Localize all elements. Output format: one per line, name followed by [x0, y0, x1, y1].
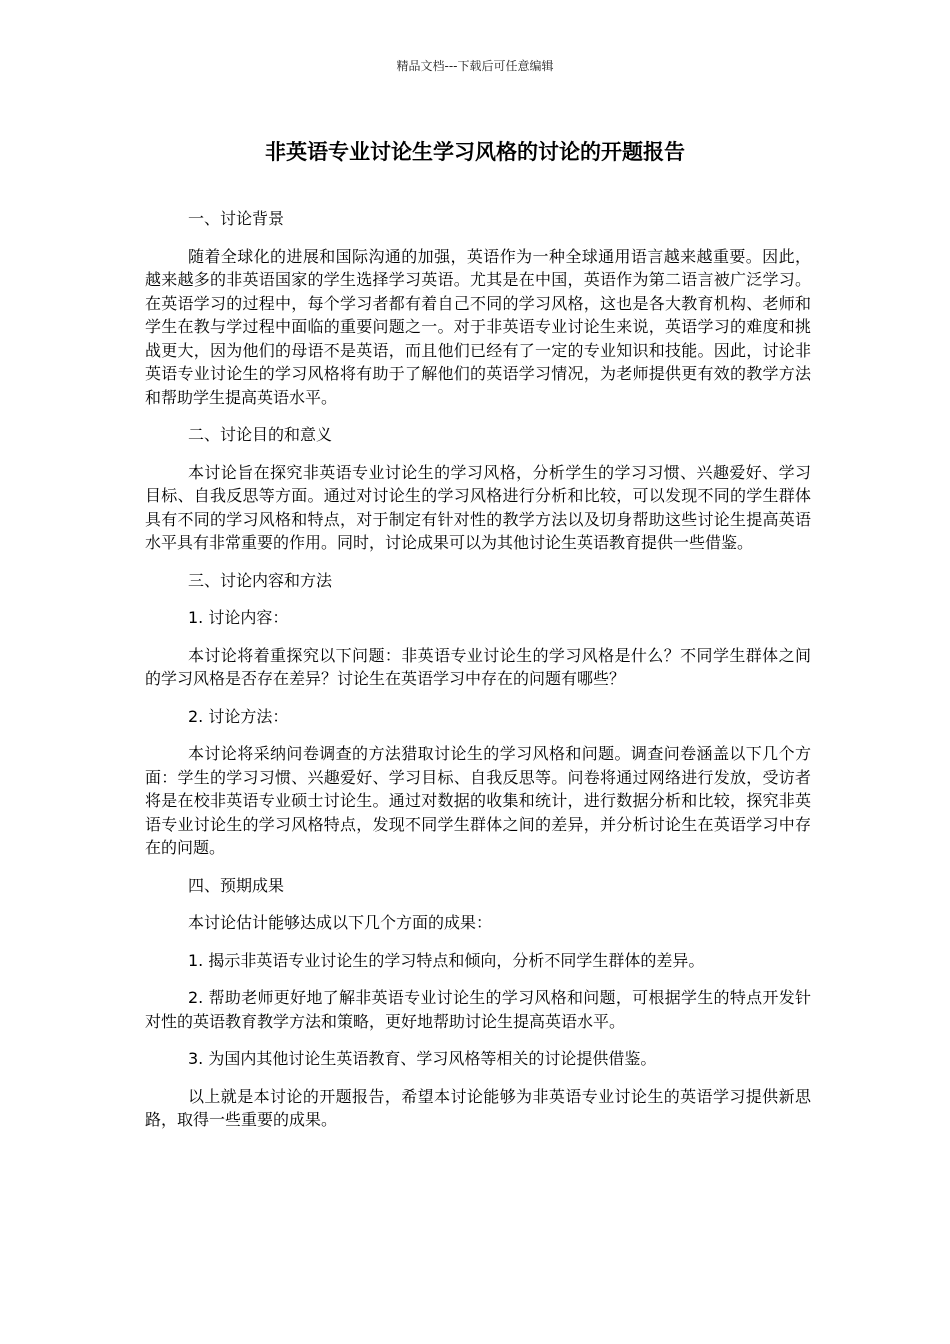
paragraph-content: 本讨论将着重探究以下问题：非英语专业讨论生的学习风格是什么？不同学生群体之间的学习风格是否存在差异？讨论生在英语学习中存在的问题有哪些？ — [145, 645, 811, 688]
paragraph-background: 随着全球化的进展和国际沟通的加强，英语作为一种全球通用语言越来越重要。因此，越来越多的非英语国家的学生选择学习英语。尤其是在中国，英语作为第二语言被广泛学习。在英语学习的过程中，每个学习者都有着自己不同的学习风格，这也是各大教育机构、老师和学生在教与学过程中面临的重要问题之一。对于非英语专业讨论生来说，英语学习的难度和挑战更大，因为他们的母语不是英语，而且他们已经有了一定的专业知识和技能。因此，讨论非英语专业讨论生的学习风格将有助于了解他们的英语学习情况，为老师提供更有效的教学方法和帮助学生提高英语水平。 — [145, 246, 811, 407]
list-item-outcome-1: 1. 揭示非英语专业讨论生的学习特点和倾向，分析不同学生群体的差异。 — [188, 950, 705, 970]
section-heading-purpose: 二、讨论目的和意义 — [188, 425, 333, 444]
section-heading-content-method: 三、讨论内容和方法 — [188, 570, 333, 590]
page-header-note: 精品文档---下载后可任意编辑 — [396, 59, 554, 73]
paragraph-outcomes-intro: 本讨论估计能够达成以下几个方面的成果： — [188, 913, 493, 932]
section-heading-outcomes: 四、预期成果 — [188, 875, 285, 895]
paragraph-method: 本讨论将采纳问卷调查的方法猎取讨论生的学习风格和问题。调查问卷涵盖以下几个方面：学生的学习习惯、兴趣爱好、学习目标、自我反思等。问卷将通过网络进行发放，受访者将是在校非英语专业硕士讨论生。通过对数据的收集和统计，进行数据分析和比较，探究非英语专业讨论生的学习风格特点，发现不同学生群体之间的差异，并分析讨论生在英语学习中存在的问题。 — [145, 744, 811, 857]
subheading-method: 2. 讨论方法： — [188, 706, 289, 726]
list-item-outcome-3: 3. 为国内其他讨论生英语教育、学习风格等相关的讨论提供借鉴。 — [188, 1049, 657, 1068]
document-body — [145, 207, 811, 1146]
section-heading-background: 一、讨论背景 — [188, 209, 285, 228]
document-title: 非英语专业讨论生学习风格的讨论的开题报告 — [265, 140, 685, 164]
list-item-outcome-2: 2. 帮助老师更好地了解非英语专业讨论生的学习风格和问题，可根据学生的特点开发针对性的英语教育教学方法和策略，更好地帮助讨论生提高英语水平。 — [145, 988, 811, 1031]
paragraph-conclusion: 以上就是本讨论的开题报告，希望本讨论能够为非英语专业讨论生的英语学习提供新思路，取得一些重要的成果。 — [145, 1086, 811, 1129]
subheading-content: 1. 讨论内容： — [188, 608, 289, 627]
paragraph-purpose: 本讨论旨在探究非英语专业讨论生的学习风格，分析学生的学习习惯、兴趣爱好、学习目标、自我反思等方面。通过对讨论生的学习风格进行分析和比较，可以发现不同的学生群体具有不同的学习风格和特点，对于制定有针对性的教学方法以及切身帮助这些讨论生提高英语水平具有非常重要的作用。同时，讨论成果可以为其他讨论生英语教育提供一些借鉴。 — [145, 462, 811, 552]
